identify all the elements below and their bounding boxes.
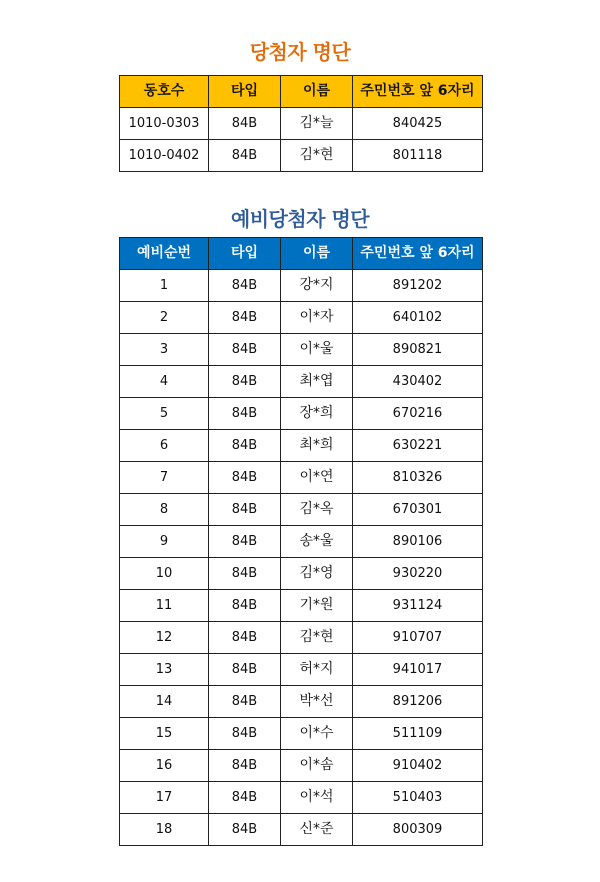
cell-id: 430402 — [353, 366, 483, 398]
cell-id: 891206 — [353, 686, 483, 718]
cell-col1: 4 — [120, 366, 209, 398]
table-row — [120, 622, 483, 654]
cell-col1: 17 — [120, 782, 209, 814]
cell-type: 84B — [209, 334, 281, 366]
cell-col1: 9 — [120, 526, 209, 558]
cell-type: 84B — [209, 108, 281, 140]
cell-name: 최*엽 — [281, 366, 353, 398]
cell-name: 이*자 — [281, 302, 353, 334]
cell-name: 김*옥 — [281, 494, 353, 526]
reserve-header-row — [120, 238, 483, 270]
cell-id: 800309 — [353, 814, 483, 846]
cell-name: 송*울 — [281, 526, 353, 558]
cell-col1: 8 — [120, 494, 209, 526]
winners-title: 당첨자 명단 — [249, 40, 351, 64]
cell-id: 840425 — [353, 108, 483, 140]
cell-id: 941017 — [353, 654, 483, 686]
cell-name: 이*솜 — [281, 750, 353, 782]
table-row — [120, 654, 483, 686]
cell-name: 이*연 — [281, 462, 353, 494]
winners-table — [119, 75, 483, 172]
cell-id: 670216 — [353, 398, 483, 430]
cell-type: 84B — [209, 398, 281, 430]
cell-col1: 5 — [120, 398, 209, 430]
cell-type: 84B — [209, 462, 281, 494]
cell-type: 84B — [209, 302, 281, 334]
table-row — [120, 270, 483, 302]
table-row — [120, 140, 483, 172]
cell-id: 510403 — [353, 782, 483, 814]
cell-name: 김*현 — [281, 140, 353, 172]
table-row — [120, 334, 483, 366]
table-row — [120, 718, 483, 750]
table-row — [120, 686, 483, 718]
cell-type: 84B — [209, 814, 281, 846]
cell-type: 84B — [209, 750, 281, 782]
cell-type: 84B — [209, 558, 281, 590]
cell-id: 890106 — [353, 526, 483, 558]
table-row — [120, 558, 483, 590]
cell-type: 84B — [209, 140, 281, 172]
header-type: 타입 — [209, 238, 281, 270]
table-row — [120, 108, 483, 140]
cell-col1: 1010-0402 — [120, 140, 209, 172]
cell-id: 670301 — [353, 494, 483, 526]
cell-id: 890821 — [353, 334, 483, 366]
cell-id: 511109 — [353, 718, 483, 750]
table-row — [120, 366, 483, 398]
cell-name: 이*울 — [281, 334, 353, 366]
cell-col1: 16 — [120, 750, 209, 782]
header-name: 이름 — [281, 238, 353, 270]
cell-col1: 6 — [120, 430, 209, 462]
table-row — [120, 430, 483, 462]
cell-name: 이*수 — [281, 718, 353, 750]
cell-col1: 1010-0303 — [120, 108, 209, 140]
table-row — [120, 526, 483, 558]
cell-id: 640102 — [353, 302, 483, 334]
header-type: 타입 — [209, 76, 281, 108]
cell-col1: 3 — [120, 334, 209, 366]
header-id: 주민번호 앞 6자리 — [353, 238, 483, 270]
cell-col1: 7 — [120, 462, 209, 494]
cell-type: 84B — [209, 782, 281, 814]
cell-id: 910707 — [353, 622, 483, 654]
cell-name: 기*원 — [281, 590, 353, 622]
cell-col1: 10 — [120, 558, 209, 590]
cell-type: 84B — [209, 622, 281, 654]
table-row — [120, 494, 483, 526]
cell-type: 84B — [209, 366, 281, 398]
cell-col1: 15 — [120, 718, 209, 750]
header-name: 이름 — [281, 76, 353, 108]
cell-type: 84B — [209, 718, 281, 750]
cell-col1: 12 — [120, 622, 209, 654]
cell-name: 이*석 — [281, 782, 353, 814]
cell-name: 장*희 — [281, 398, 353, 430]
table-row — [120, 590, 483, 622]
cell-type: 84B — [209, 526, 281, 558]
cell-name: 김*영 — [281, 558, 353, 590]
cell-id: 630221 — [353, 430, 483, 462]
cell-name: 신*준 — [281, 814, 353, 846]
cell-id: 810326 — [353, 462, 483, 494]
cell-type: 84B — [209, 270, 281, 302]
cell-name: 허*지 — [281, 654, 353, 686]
table-row — [120, 462, 483, 494]
cell-id: 931124 — [353, 590, 483, 622]
cell-col1: 14 — [120, 686, 209, 718]
cell-type: 84B — [209, 654, 281, 686]
header-unit: 동호수 — [120, 76, 209, 108]
cell-id: 801118 — [353, 140, 483, 172]
table-row — [120, 302, 483, 334]
cell-col1: 1 — [120, 270, 209, 302]
cell-col1: 18 — [120, 814, 209, 846]
cell-name: 박*선 — [281, 686, 353, 718]
cell-name: 최*희 — [281, 430, 353, 462]
winners-header-row — [120, 76, 483, 108]
table-row — [120, 750, 483, 782]
table-row — [120, 782, 483, 814]
cell-col1: 13 — [120, 654, 209, 686]
table-row — [120, 814, 483, 846]
cell-type: 84B — [209, 590, 281, 622]
cell-id: 930220 — [353, 558, 483, 590]
header-id: 주민번호 앞 6자리 — [353, 76, 483, 108]
cell-name: 강*지 — [281, 270, 353, 302]
table-row — [120, 398, 483, 430]
reserve-title: 예비당첨자 명단 — [230, 207, 370, 231]
cell-name: 김*늘 — [281, 108, 353, 140]
cell-type: 84B — [209, 494, 281, 526]
reserve-table — [119, 237, 483, 846]
cell-type: 84B — [209, 430, 281, 462]
cell-name: 김*현 — [281, 622, 353, 654]
cell-col1: 2 — [120, 302, 209, 334]
header-reserve-order: 예비순번 — [120, 238, 209, 270]
cell-col1: 11 — [120, 590, 209, 622]
cell-id: 891202 — [353, 270, 483, 302]
cell-type: 84B — [209, 686, 281, 718]
cell-id: 910402 — [353, 750, 483, 782]
